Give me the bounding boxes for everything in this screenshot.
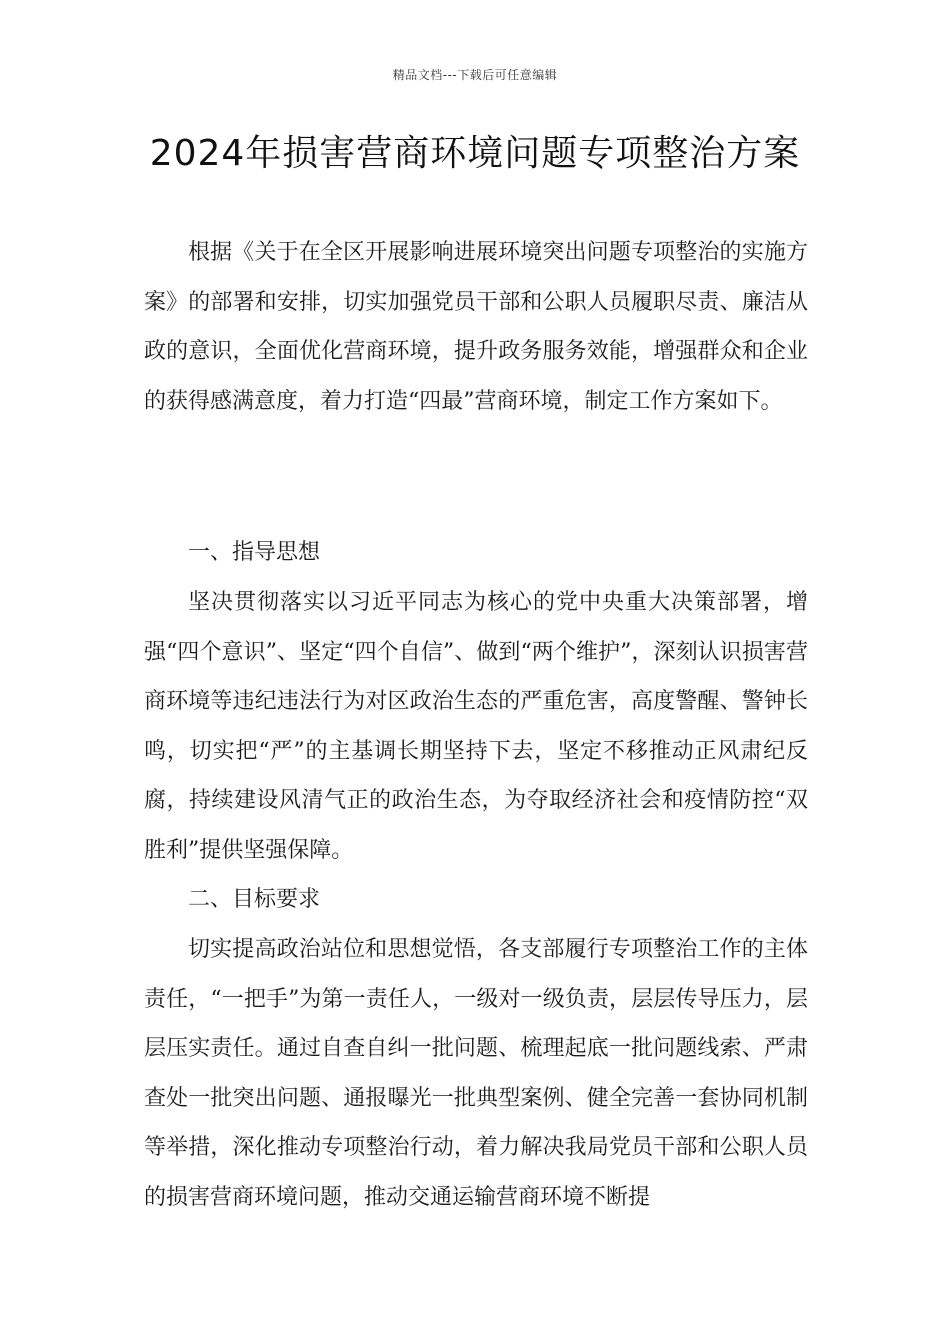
section-1-body-block — [144, 578, 808, 875]
section-2-heading: 二、目标要求 — [188, 887, 321, 912]
section-2-heading-block — [144, 875, 808, 925]
section-2-body-block — [144, 925, 808, 1222]
section-2-paragraph: 切实提高政治站位和思想觉悟，各支部履行专项整治工作的主体责任，“一把手”为第一责任人，一级对一级负责，层层传导压力，层层压实责任。通过自查自纠一批问题、梳理起底一批问题线索、严肃查处一批突出问题、通报曝光一批典型案例、健全完善一套协同机制等举措，深化推动专项整治行动，着力解决我局党员干部和公职人员的损害营商环境问题，推动交通运输营商环境不断提 — [144, 937, 808, 1210]
intro-paragraph: 根据《关于在全区开展影响进展环境突出问题专项整治的实施方案》的部署和安排，切实加强党员干部和公职人员履职尽责、廉洁从政的意识，全面优化营商环境，提升政务服务效能，增强群众和企业的获得感满意度，着力打造“四最”营商环境，制定工作方案如下。 — [144, 240, 808, 414]
section-1-heading-block — [144, 528, 808, 578]
document-title: 2024年损害营商环境问题专项整治方案 — [149, 133, 801, 174]
intro-block — [144, 228, 808, 426]
header-note: 精品文档---下载后可任意编辑 — [392, 68, 558, 82]
section-1-paragraph: 坚决贯彻落实以习近平同志为核心的党中央重大决策部署，增强“四个意识”、坚定“四个自信”、做到“两个维护”，深刻认识损害营商环境等违纪违法行为对区政治生态的严重危害，高度警醒、警钟长鸣，切实把“严”的主基调长期坚持下去，坚定不移推动正风肃纪反腐，持续建设风清气正的政治生态，为夺取经济社会和疫情防控“双胜利”提供坚强保障。 — [144, 590, 808, 863]
section-1-heading: 一、指导思想 — [188, 540, 321, 565]
